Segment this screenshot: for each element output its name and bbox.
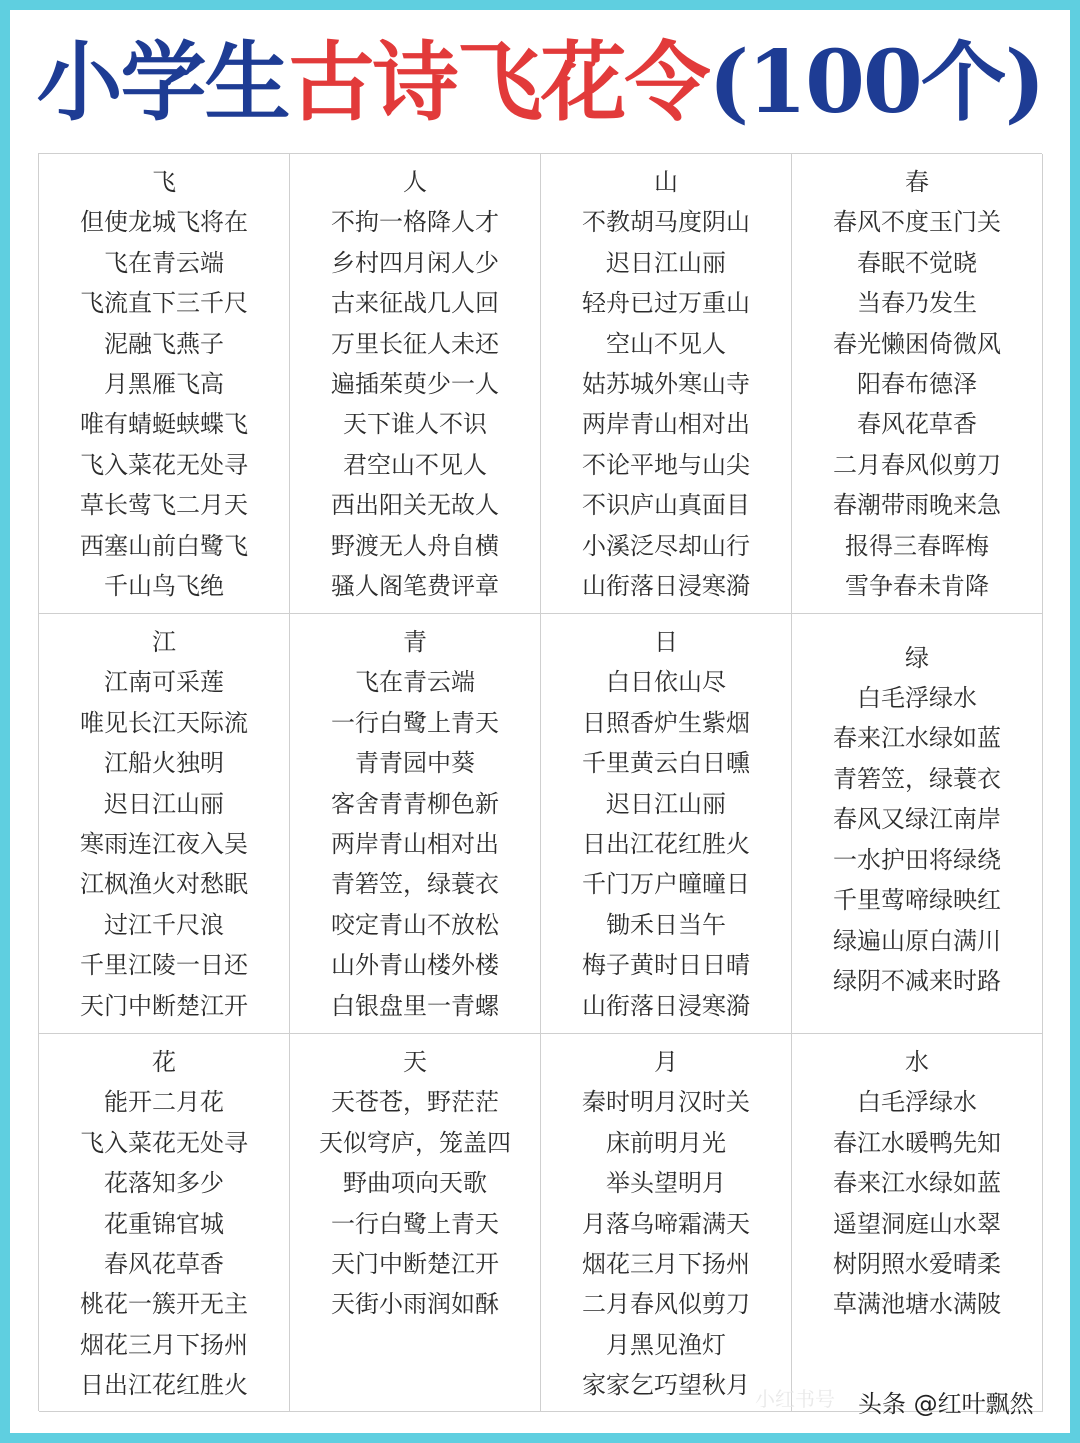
poem-line: 野曲项向天歌 <box>343 1169 487 1198</box>
poem-line: 青青园中葵 <box>355 749 475 778</box>
poem-line: 千里江陵一日还 <box>80 951 248 980</box>
poem-line: 野渡无人舟自横 <box>331 531 499 560</box>
page-title <box>0 28 1080 138</box>
poem-line: 花落知多少 <box>104 1169 224 1198</box>
poem-line: 春风又绿江南岸 <box>833 805 1001 834</box>
poem-line: 一行白鹭上青天 <box>331 708 499 737</box>
poem-line: 天似穹庐，笼盖四 <box>319 1128 511 1157</box>
poem-line: 千山鸟飞绝 <box>104 572 224 601</box>
poem-line: 但使龙城飞将在 <box>80 208 248 237</box>
poem-line: 锄禾日当午 <box>606 910 726 939</box>
poem-line: 春来江水绿如蓝 <box>833 1169 1001 1198</box>
poem-line: 烟花三月下扬州 <box>582 1250 750 1279</box>
keyword-heading: 春 <box>905 168 929 196</box>
poem-line: 白日依山尽 <box>606 668 726 697</box>
poem-line: 西塞山前白鹭飞 <box>80 531 248 560</box>
poem-line: 白毛浮绿水 <box>857 684 977 713</box>
poem-line: 一行白鹭上青天 <box>331 1209 499 1238</box>
poem-line: 天下谁人不识 <box>343 410 487 439</box>
poem-line: 万里长征人未还 <box>331 329 499 358</box>
poem-line: 飞流直下三千尺 <box>80 289 248 318</box>
poem-line: 白银盘里一青螺 <box>331 991 499 1020</box>
title-part-1: 小学生 <box>36 32 289 133</box>
poem-line: 咬定青山不放松 <box>331 910 499 939</box>
poem-line: 空山不见人 <box>606 329 726 358</box>
poem-line: 二月春风似剪刀 <box>582 1290 750 1319</box>
keyword-heading: 日 <box>654 628 678 656</box>
poem-line: 不教胡马度阴山 <box>582 208 750 237</box>
poem-line: 春风花草香 <box>857 410 977 439</box>
poem-line: 天街小雨润如酥 <box>331 1290 499 1319</box>
poem-line: 梅子黄时日日晴 <box>582 951 750 980</box>
poem-line: 阳春布德泽 <box>857 370 977 399</box>
poem-line: 树阴照水爱晴柔 <box>833 1250 1001 1279</box>
poem-grid <box>38 153 1042 1411</box>
poem-line: 姑苏城外寒山寺 <box>582 370 750 399</box>
poem-line: 青箬笠，绿蓑衣 <box>331 870 499 899</box>
poem-line: 千里黄云白日曛 <box>582 749 750 778</box>
poem-line: 家家乞巧望秋月 <box>582 1371 750 1400</box>
poem-line: 桃花一簇开无主 <box>80 1290 248 1319</box>
keyword-heading: 飞 <box>152 168 176 196</box>
keyword-heading: 江 <box>152 628 176 656</box>
poem-line: 能开二月花 <box>104 1088 224 1117</box>
poem-line: 唯见长江天际流 <box>80 708 248 737</box>
poem-line: 天门中断楚江开 <box>331 1250 499 1279</box>
poem-line: 当春乃发生 <box>857 289 977 318</box>
poem-line: 两岸青山相对出 <box>582 410 750 439</box>
poem-line: 君空山不见人 <box>343 450 487 479</box>
keyword-cell <box>541 154 792 614</box>
poem-line: 春光懒困倚微风 <box>833 329 1001 358</box>
keyword-heading: 水 <box>905 1048 929 1076</box>
poem-line: 小溪泛尽却山行 <box>582 531 750 560</box>
keyword-cell <box>39 154 290 614</box>
poem-line: 绿阴不减来时路 <box>833 966 1001 995</box>
poem-line: 日照香炉生紫烟 <box>582 708 750 737</box>
keyword-heading: 花 <box>152 1048 176 1076</box>
watermark: 头条 @红叶飘然 <box>858 1390 1034 1418</box>
poem-line: 迟日江山丽 <box>606 248 726 277</box>
poem-line: 月黑见渔灯 <box>606 1330 726 1359</box>
poem-line: 江枫渔火对愁眠 <box>80 870 248 899</box>
keyword-cell <box>541 1034 792 1412</box>
poem-line: 江南可采莲 <box>104 668 224 697</box>
poem-line: 日出江花红胜火 <box>80 1371 248 1400</box>
keyword-cell <box>39 614 290 1034</box>
keyword-cell <box>290 1034 541 1412</box>
poem-line: 春风花草香 <box>104 1250 224 1279</box>
poem-line: 花重锦官城 <box>104 1209 224 1238</box>
keyword-heading: 月 <box>654 1048 678 1076</box>
poem-line: 山衔落日浸寒漪 <box>582 991 750 1020</box>
faint-watermark: 小红书号 <box>755 1387 835 1411</box>
poem-line: 两岸青山相对出 <box>331 830 499 859</box>
poem-line: 春江水暖鸭先知 <box>833 1128 1001 1157</box>
poem-line: 雪争春未肯降 <box>845 572 989 601</box>
poem-line: 天门中断楚江开 <box>80 991 248 1020</box>
poem-line: 不论平地与山尖 <box>582 450 750 479</box>
keyword-cell <box>39 1034 290 1412</box>
keyword-cell <box>290 154 541 614</box>
poem-line: 春眠不觉晓 <box>857 248 977 277</box>
poem-line: 乡村四月闲人少 <box>331 248 499 277</box>
poem-line: 绿遍山原白满川 <box>833 926 1001 955</box>
poem-line: 骚人阁笔费评章 <box>331 572 499 601</box>
poem-line: 迟日江山丽 <box>606 789 726 818</box>
keyword-heading: 山 <box>654 168 678 196</box>
keyword-heading: 青 <box>403 628 427 656</box>
poem-line: 报得三春晖梅 <box>845 531 989 560</box>
poem-line: 千门万户曈曈日 <box>582 870 750 899</box>
poem-line: 寒雨连江夜入吴 <box>80 830 248 859</box>
keyword-cell <box>792 614 1043 1034</box>
title-part-2: 古诗飞花令 <box>288 32 709 133</box>
poem-line: 山外青山楼外楼 <box>331 951 499 980</box>
poem-line: 举头望明月 <box>606 1169 726 1198</box>
poem-line: 二月春风似剪刀 <box>833 450 1001 479</box>
poem-line: 飞在青云端 <box>104 248 224 277</box>
poem-line: 客舍青青柳色新 <box>331 789 499 818</box>
poem-line: 飞入菜花无处寻 <box>80 450 248 479</box>
poem-line: 不拘一格降人才 <box>331 208 499 237</box>
poem-line: 山衔落日浸寒漪 <box>582 572 750 601</box>
poem-line: 秦时明月汉时关 <box>582 1088 750 1117</box>
poem-line: 烟花三月下扬州 <box>80 1330 248 1359</box>
poem-line: 春来江水绿如蓝 <box>833 724 1001 753</box>
keyword-cell <box>792 154 1043 614</box>
poem-line: 日出江花红胜火 <box>582 830 750 859</box>
keyword-cell <box>792 1034 1043 1412</box>
poem-line: 西出阳关无故人 <box>331 491 499 520</box>
poem-line: 飞在青云端 <box>355 668 475 697</box>
poem-line: 过江千尺浪 <box>104 910 224 939</box>
poem-line: 江船火独明 <box>104 749 224 778</box>
poem-line: 迟日江山丽 <box>104 789 224 818</box>
poem-line: 草长莺飞二月天 <box>80 491 248 520</box>
poem-line: 泥融飞燕子 <box>104 329 224 358</box>
keyword-cell <box>290 614 541 1034</box>
poem-line: 天苍苍，野茫茫 <box>331 1088 499 1117</box>
poem-line: 遥望洞庭山水翠 <box>833 1209 1001 1238</box>
poem-line: 一水护田将绿绕 <box>833 845 1001 874</box>
poem-line: 床前明月光 <box>606 1128 726 1157</box>
poem-line: 白毛浮绿水 <box>857 1088 977 1117</box>
poem-line: 飞入菜花无处寻 <box>80 1128 248 1157</box>
keyword-heading: 天 <box>403 1048 427 1076</box>
poem-line: 遍插茱萸少一人 <box>331 370 499 399</box>
poem-line: 不识庐山真面目 <box>582 491 750 520</box>
poem-line: 月黑雁飞高 <box>104 370 224 399</box>
poem-line: 青箬笠，绿蓑衣 <box>833 764 1001 793</box>
poem-line: 草满池塘水满陂 <box>833 1290 1001 1319</box>
title-part-3: (100个) <box>708 32 1044 133</box>
keyword-heading: 人 <box>403 168 427 196</box>
poem-line: 古来征战几人回 <box>331 289 499 318</box>
keyword-cell <box>541 614 792 1034</box>
poem-line: 春潮带雨晚来急 <box>833 491 1001 520</box>
poem-line: 春风不度玉门关 <box>833 208 1001 237</box>
poem-line: 月落乌啼霜满天 <box>582 1209 750 1238</box>
keyword-heading: 绿 <box>905 643 929 672</box>
poem-line: 轻舟已过万重山 <box>582 289 750 318</box>
poem-line: 唯有蜻蜓蛱蝶飞 <box>80 410 248 439</box>
poem-line: 千里莺啼绿映红 <box>833 886 1001 915</box>
